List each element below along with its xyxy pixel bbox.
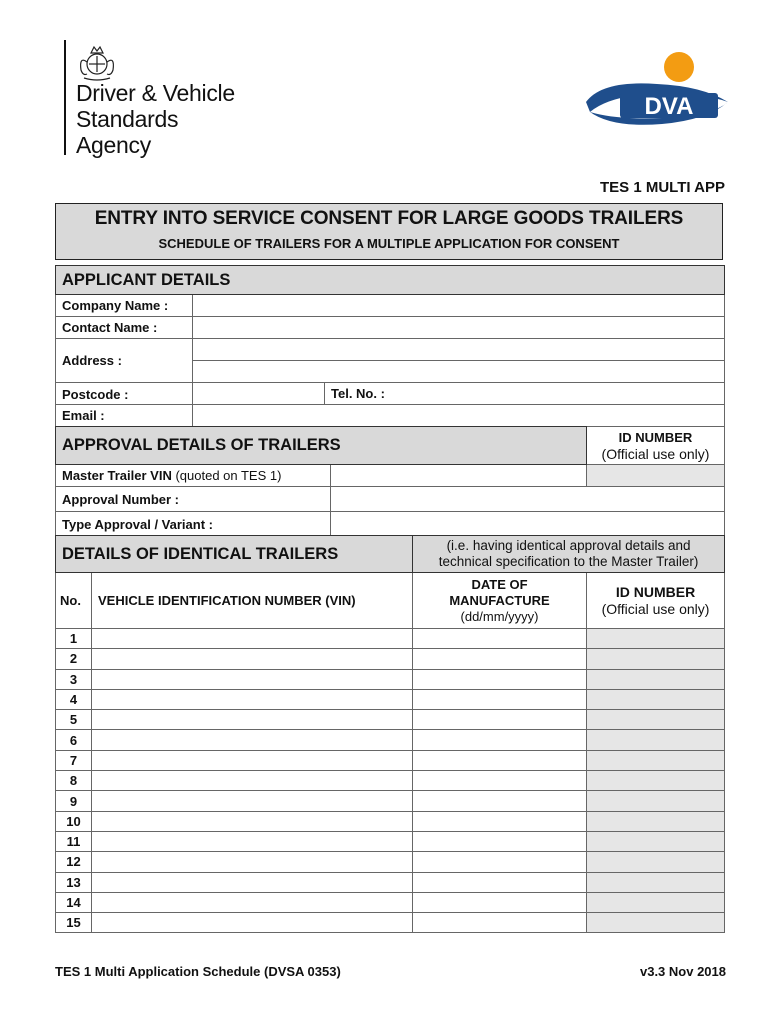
postcode-label: Postcode : [56,383,193,405]
trailer-row-vin-field[interactable] [92,892,413,912]
trailer-row [56,730,725,750]
footer-version: v3.3 Nov 2018 [639,964,726,979]
email-field[interactable] [193,405,725,427]
contact-name-field[interactable] [193,317,725,339]
trailer-row-date-field[interactable] [413,892,587,912]
trailer-row-id-field [587,629,725,649]
trailer-row-vin-field[interactable] [92,771,413,791]
trailer-row [56,892,725,912]
trailer-row-number: 9 [56,791,92,811]
contact-name-label: Contact Name : [56,317,193,339]
trailer-row-date-field[interactable] [413,689,587,709]
trailer-row-number: 8 [56,771,92,791]
trailer-row-vin-field[interactable] [92,750,413,770]
trailer-row [56,831,725,851]
trailer-row-id-field [587,791,725,811]
trailer-row-number: 10 [56,811,92,831]
applicant-details-heading: APPLICANT DETAILS [56,266,725,295]
column-date-line-2: MANUFACTURE [449,592,550,608]
identical-trailers-table [55,535,725,933]
trailer-row-id-field [587,649,725,669]
trailer-row-id-field [587,892,725,912]
footer-form-reference: TES 1 Multi Application Schedule (DVSA 0353) [55,964,341,979]
page-title: ENTRY INTO SERVICE CONSENT FOR LARGE GOODS TRAILERS [94,208,684,229]
trailer-row-number: 14 [56,892,92,912]
trailer-row-date-field[interactable] [413,629,587,649]
trailer-row-vin-field[interactable] [92,811,413,831]
column-id-header [587,573,725,629]
column-date-header [413,573,587,629]
master-vin-label-text: Master Trailer VIN [62,468,172,483]
agency-name-line-2: Standards [76,106,179,132]
trailer-row-vin-field[interactable] [92,629,413,649]
trailer-row-date-field[interactable] [413,710,587,730]
identical-trailers-heading: DETAILS OF IDENTICAL TRAILERS [56,536,413,573]
trailer-row-date-field[interactable] [413,649,587,669]
trailer-row-number: 4 [56,689,92,709]
trailer-row-vin-field[interactable] [92,852,413,872]
trailer-row-id-field [587,689,725,709]
trailer-row-id-field [587,852,725,872]
trailer-row-id-field [587,913,725,933]
trailer-row [56,669,725,689]
address-label: Address : [56,339,193,383]
trailer-row-date-field[interactable] [413,791,587,811]
type-approval-field[interactable] [331,512,725,537]
trailer-row-date-field[interactable] [413,913,587,933]
trailer-row-date-field[interactable] [413,750,587,770]
identical-trailers-note [413,536,725,573]
approval-id-header [587,427,725,465]
approval-id-heading: ID NUMBER [618,429,693,445]
trailer-rows [56,629,725,933]
trailer-row-id-field [587,730,725,750]
trailer-row-id-field [587,831,725,851]
trailer-row-id-field [587,771,725,791]
trailer-row [56,649,725,669]
applicant-details-table [55,265,725,427]
address-field-line-1[interactable] [193,339,725,361]
dva-logo [582,50,732,130]
trailer-row-id-field [587,872,725,892]
column-no-header: No. [56,573,92,629]
agency-name-line-3: Agency [76,132,151,158]
trailer-row-vin-field[interactable] [92,913,413,933]
trailer-row-id-field [587,669,725,689]
trailer-row-number: 11 [56,831,92,851]
dva-logo-text: DVA [644,93,694,120]
address-field-line-2[interactable] [193,361,725,383]
trailer-row-vin-field[interactable] [92,831,413,851]
trailer-row-date-field[interactable] [413,771,587,791]
column-vin-header: VEHICLE IDENTIFICATION NUMBER (VIN) [92,573,413,629]
trailer-row-id-field [587,710,725,730]
column-id-heading: ID NUMBER [615,583,696,600]
column-id-note: (Official use only) [601,600,710,617]
trailer-row [56,791,725,811]
company-name-label: Company Name : [56,295,193,317]
identical-note-line-2: technical specification to the Master Trailer) [438,554,699,569]
page-subtitle: SCHEDULE OF TRAILERS FOR A MULTIPLE APPLICATION FOR CONSENT [158,236,620,251]
trailer-row [56,750,725,770]
trailer-row-vin-field[interactable] [92,710,413,730]
trailer-row-number: 6 [56,730,92,750]
tel-no-label: Tel. No. : [331,386,385,401]
trailer-row [56,629,725,649]
approval-id-note: (Official use only) [601,445,710,462]
column-date-format: (dd/mm/yyyy) [460,608,539,624]
email-label: Email : [56,405,193,427]
trailer-row-number: 15 [56,913,92,933]
trailer-row-date-field[interactable] [413,811,587,831]
trailer-row-date-field[interactable] [413,831,587,851]
identical-note-line-1: (i.e. having identical approval details and [446,538,691,553]
trailer-row-number: 12 [56,852,92,872]
trailer-row-date-field[interactable] [413,669,587,689]
trailer-row [56,811,725,831]
form-code: TES 1 MULTI APP [599,179,725,196]
trailer-row [56,852,725,872]
trailer-row [56,913,725,933]
trailer-row-date-field[interactable] [413,852,587,872]
trailer-row-number: 2 [56,649,92,669]
trailer-row-number: 13 [56,872,92,892]
trailer-row [56,689,725,709]
tel-no-field[interactable] [325,383,725,405]
trailer-row [56,710,725,730]
trailer-row-number: 3 [56,669,92,689]
approval-number-label: Approval Number : [56,487,331,512]
trailer-row-id-field [587,811,725,831]
trailer-row-number: 1 [56,629,92,649]
trailer-row-vin-field[interactable] [92,649,413,669]
trailer-row-number: 5 [56,710,92,730]
trailer-row-vin-field[interactable] [92,730,413,750]
trailer-row-date-field[interactable] [413,872,587,892]
company-name-field[interactable] [193,295,725,317]
master-vin-note: (quoted on TES 1) [175,468,282,483]
approval-details-table [55,426,725,537]
approval-number-field[interactable] [331,487,725,512]
postcode-field[interactable] [193,383,325,405]
trailer-row-number: 7 [56,750,92,770]
master-trailer-id-field [587,465,725,487]
trailer-row-vin-field[interactable] [92,872,413,892]
master-trailer-vin-field[interactable] [331,465,587,487]
royal-crest-icon [74,40,120,82]
dvsa-logo-bar [64,40,66,155]
column-date-line-1: DATE OF [471,576,528,592]
approval-details-heading: APPROVAL DETAILS OF TRAILERS [56,427,587,465]
type-approval-label: Type Approval / Variant : [56,512,331,537]
agency-name-line-1: Driver & Vehicle [76,80,235,106]
trailer-row-id-field [587,750,725,770]
trailer-row-vin-field[interactable] [92,791,413,811]
trailer-row-vin-field[interactable] [92,689,413,709]
trailer-row-vin-field[interactable] [92,669,413,689]
master-trailer-vin-label [56,465,331,487]
trailer-row-date-field[interactable] [413,730,587,750]
trailer-row [56,872,725,892]
trailer-row [56,771,725,791]
